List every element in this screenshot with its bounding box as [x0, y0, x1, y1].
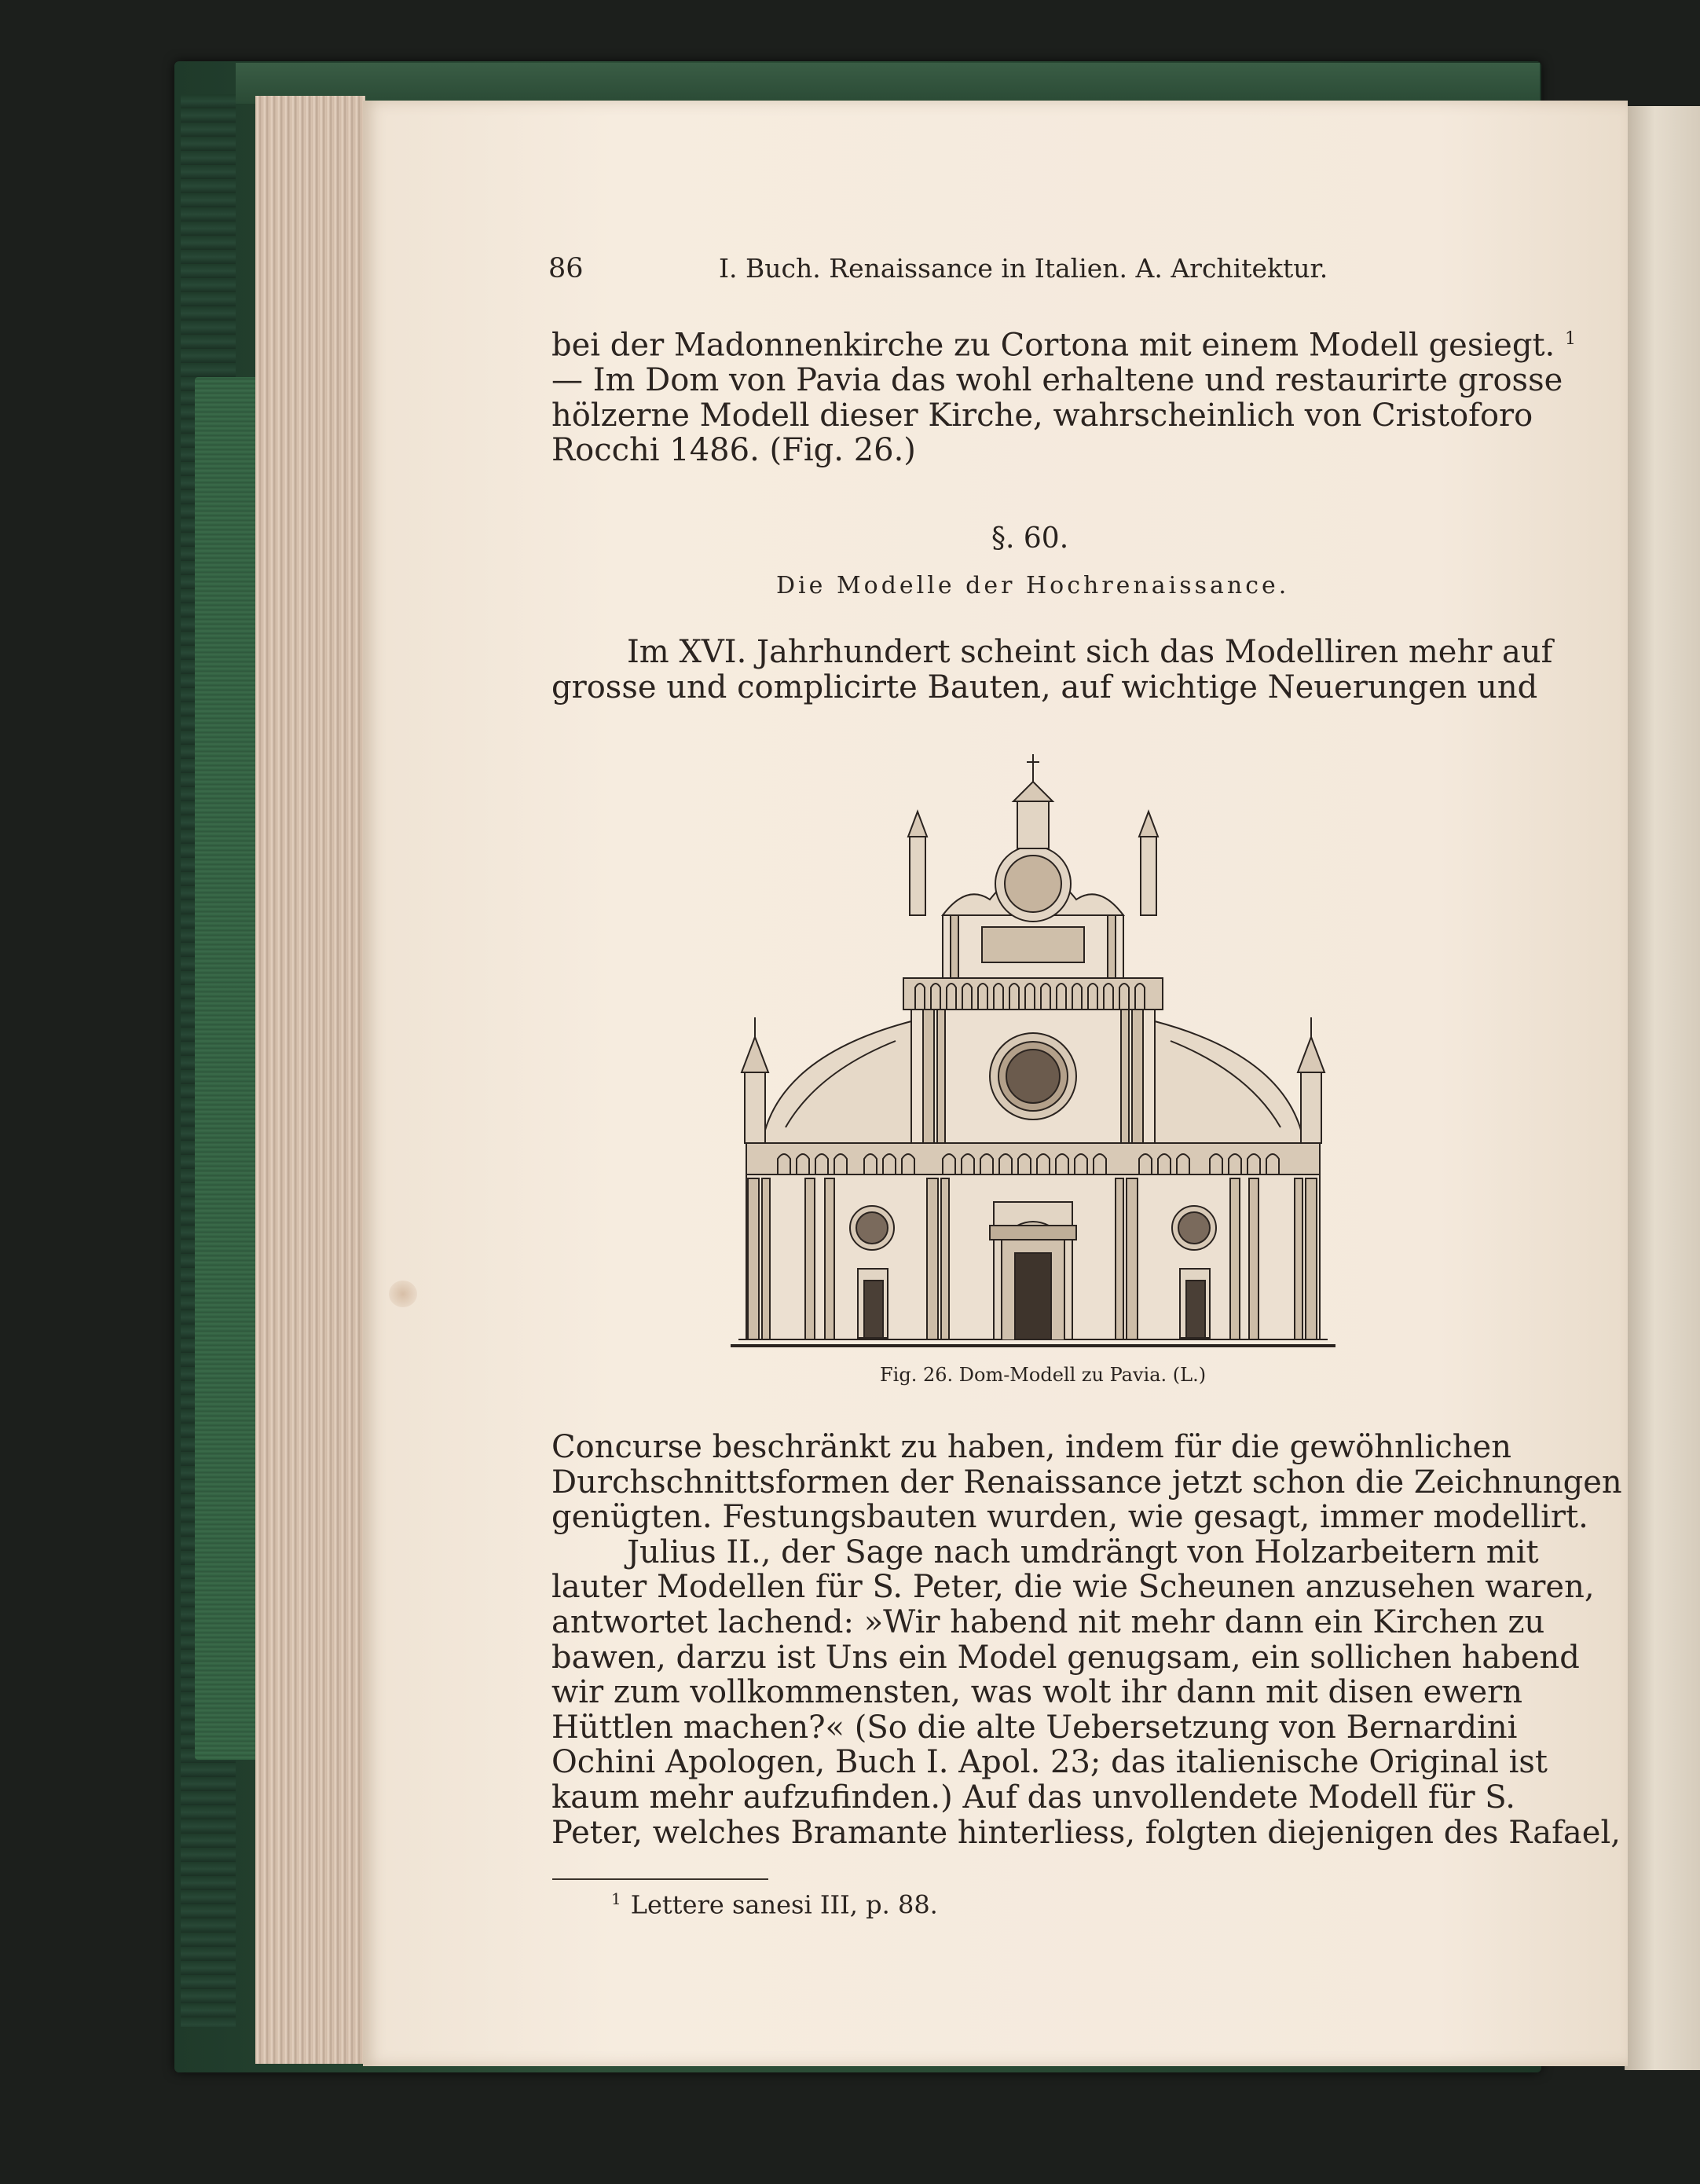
intro-paragraph	[551, 634, 1553, 705]
text-line: kaum mehr aufzufinden.) Auf das unvollendete Modell für S.	[551, 1779, 1515, 1816]
text-line: Julius II., der Sage nach umdrängt von Holzarbeitern mit	[627, 1534, 1539, 1570]
text-line: Concurse beschränkt zu haben, indem für die gewöhnlichen	[551, 1429, 1511, 1465]
text-line: genügten. Festungsbauten wurden, wie gesagt, immer modellirt.	[551, 1499, 1588, 1536]
text-line: bawen, darzu ist Uns ein Model genugsam, ein sollichen habend	[551, 1639, 1580, 1676]
footnote	[611, 1889, 938, 1920]
facing-page-edge	[1625, 106, 1700, 2070]
footnote-rule	[552, 1878, 768, 1880]
text-line: Ochini Apologen, Buch I. Apol. 23; das italienische Original ist	[551, 1744, 1548, 1781]
cathedral-facade-engraving	[731, 750, 1335, 1355]
section-number: §. 60.	[991, 522, 1069, 555]
top-paragraph	[551, 322, 1576, 469]
text-line: Rocchi 1486. (Fig. 26.)	[551, 432, 916, 469]
footnote-mark: 1	[611, 1889, 621, 1908]
text-line: Durchschnittsformen der Renaissance jetzt schon die Zeichnungen	[551, 1464, 1622, 1501]
footnote-text: Lettere sanesi III, p. 88.	[630, 1889, 938, 1920]
figure-caption: Fig. 26. Dom-Modell zu Pavia. (L.)	[880, 1364, 1207, 1386]
cloth-binding	[195, 377, 262, 1760]
text-line: grosse und complicirte Bauten, auf wichtige Neuerungen und	[551, 669, 1538, 705]
cover-top-edge	[236, 63, 1540, 104]
section-title: Die Modelle der Hochrenaissance.	[776, 572, 1290, 599]
paper-stain	[389, 1281, 417, 1307]
text-line: Peter, welches Bramante hinterliess, folgten diejenigen des Rafael,	[551, 1814, 1621, 1851]
text-line: antwortet lachend: »Wir habend nit mehr dann ein Kirchen zu	[551, 1603, 1545, 1640]
page-number: 86	[548, 253, 584, 284]
text-line: lauter Modellen für S. Peter, die wie Scheunen anzusehen waren,	[551, 1569, 1595, 1606]
text-line: hölzerne Modell dieser Kirche, wahrscheinlich von Cristoforo	[551, 397, 1533, 434]
body-paragraph	[551, 1429, 1622, 1851]
text-line: Hüttlen machen?« (So die alte Uebersetzung von Bernardini	[551, 1709, 1518, 1746]
page-edges	[255, 96, 365, 2064]
text-line: wir zum vollkommensten, was wolt ihr dann mit disen ewern	[551, 1674, 1523, 1711]
running-title: I. Buch. Renaissance in Italien. A. Architektur.	[719, 253, 1328, 284]
text-line: Im XVI. Jahrhundert scheint sich das Modelliren mehr auf	[627, 634, 1553, 670]
footnote-reference: 1	[1564, 329, 1576, 349]
text-line: bei der Madonnenkirche zu Cortona mit einem Modell gesiegt. $^1$	[551, 327, 1576, 364]
text-line: — Im Dom von Pavia das wohl erhaltene und restaurirte grosse	[551, 361, 1563, 398]
